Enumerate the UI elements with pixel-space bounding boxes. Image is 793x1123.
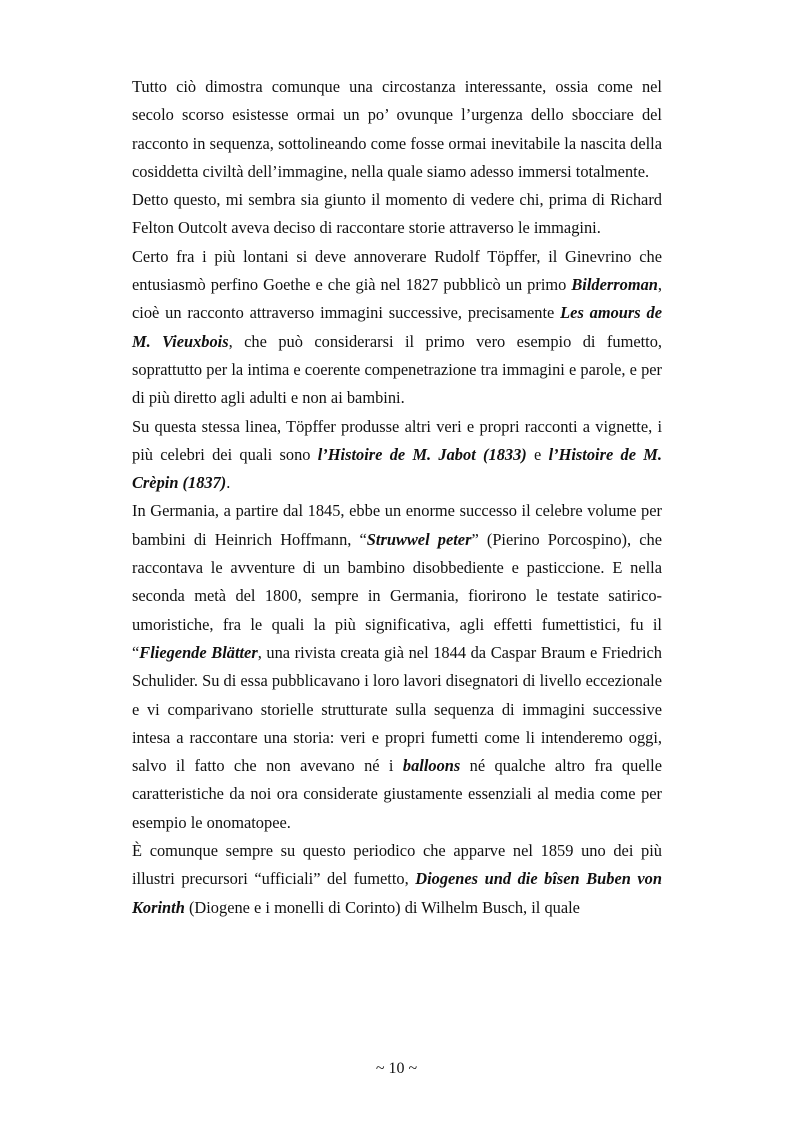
title-histoire-crepin: l’Histoire de M. Crèpin (1837) [132, 444, 662, 493]
title-les-amours: Les amours de M. Vieuxbois [132, 303, 662, 351]
paragraph-5: In Germania, a partire dal 1845, ebbe un enorme successo il celebre volume per bambini di Heinrich Hoffmann, “Struwwel peter” (Pierino Porcospino), che raccontava le avventure di un bambino disobbediente e pasticcione. E nella seconda metà del 1800, sempre in Germania, fiorirono le testate satirico-umoristiche, fra le quali la più significativa, agli effetti fumettistici, fu il “Fliegende Blätter, una rivista creata già nel 1844 da Caspar Braum e Friedrich Schulider. Su di essa pubblicavano i loro lavori disegnatori di livello eccezionale e vi comparivano storielle strutturate sulla sequenza di immagini successive intesa a raccontare una storia: veri e propri fumetti come li intenderemo oggi, salvo il fatto che non avevano né i balloons né qualche altro fra quelle caratteristiche da noi ora considerate giustamente essenziali al media come per esempio le onomatopee. [132, 501, 662, 832]
term-balloons: balloons [402, 756, 461, 776]
title-bilderroman: Bilderroman [571, 275, 658, 295]
page-body [132, 73, 662, 922]
paragraph-3: Certo fra i più lontani si deve annoverare Rudolf Töpffer, il Ginevrino che entusiasmò perfino Goethe e che già nel 1827 pubblicò un primo Bilderroman, cioè un racconto attraverso immagini successive, precisamente Les amours de M. Vieuxbois, che può considerarsi il primo vero esempio di fumetto, soprattutto per la intima e coerente compenetrazione tra immagini e parole, e per di più diretto agli adulti e non ai bambini. [132, 246, 662, 408]
page-number: ~ 10 ~ [375, 1060, 418, 1077]
paragraph-6: È comunque sempre su questo periodico che apparve nel 1859 uno dei più illustri precursori “ufficiali” del fumetto, Diogenes und die bîsen Buben von Korinth (Diogene e i monelli di Corinto) di Wilhelm Busch, il quale [132, 841, 662, 917]
title-diogenes: Diogenes und die bîsen Buben von Korinth [132, 869, 662, 917]
title-histoire-jabot: l’Histoire de M. Jabot (1833) [317, 444, 527, 464]
paragraph-1: Tutto ciò dimostra comunque una circostanza interessante, ossia come nel secolo scorso esistesse ormai un po’ ovunque l’urgenza dello sbocciare del racconto in sequenza, sottolineando come fosse ormai inevitabile la nascita della cosiddetta civiltà dell’immagine, nella quale siamo adesso immersi totalmente. [132, 77, 662, 181]
title-fliegende-blatter: Fliegende Blätter [139, 642, 258, 662]
title-struwwel-peter: Struwwel peter [366, 529, 472, 549]
paragraph-2: Detto questo, mi sembra sia giunto il momento di vedere chi, prima di Richard Felton Outcolt aveva deciso di raccontare storie attraverso le immagini. [132, 190, 662, 238]
paragraph-4: Su questa stessa linea, Töpffer produsse altri veri e propri racconti a vignette, i più celebri dei quali sono l’Histoire de M. Jabot (1833) e l’Histoire de M. Crèpin (1837). [132, 416, 662, 493]
